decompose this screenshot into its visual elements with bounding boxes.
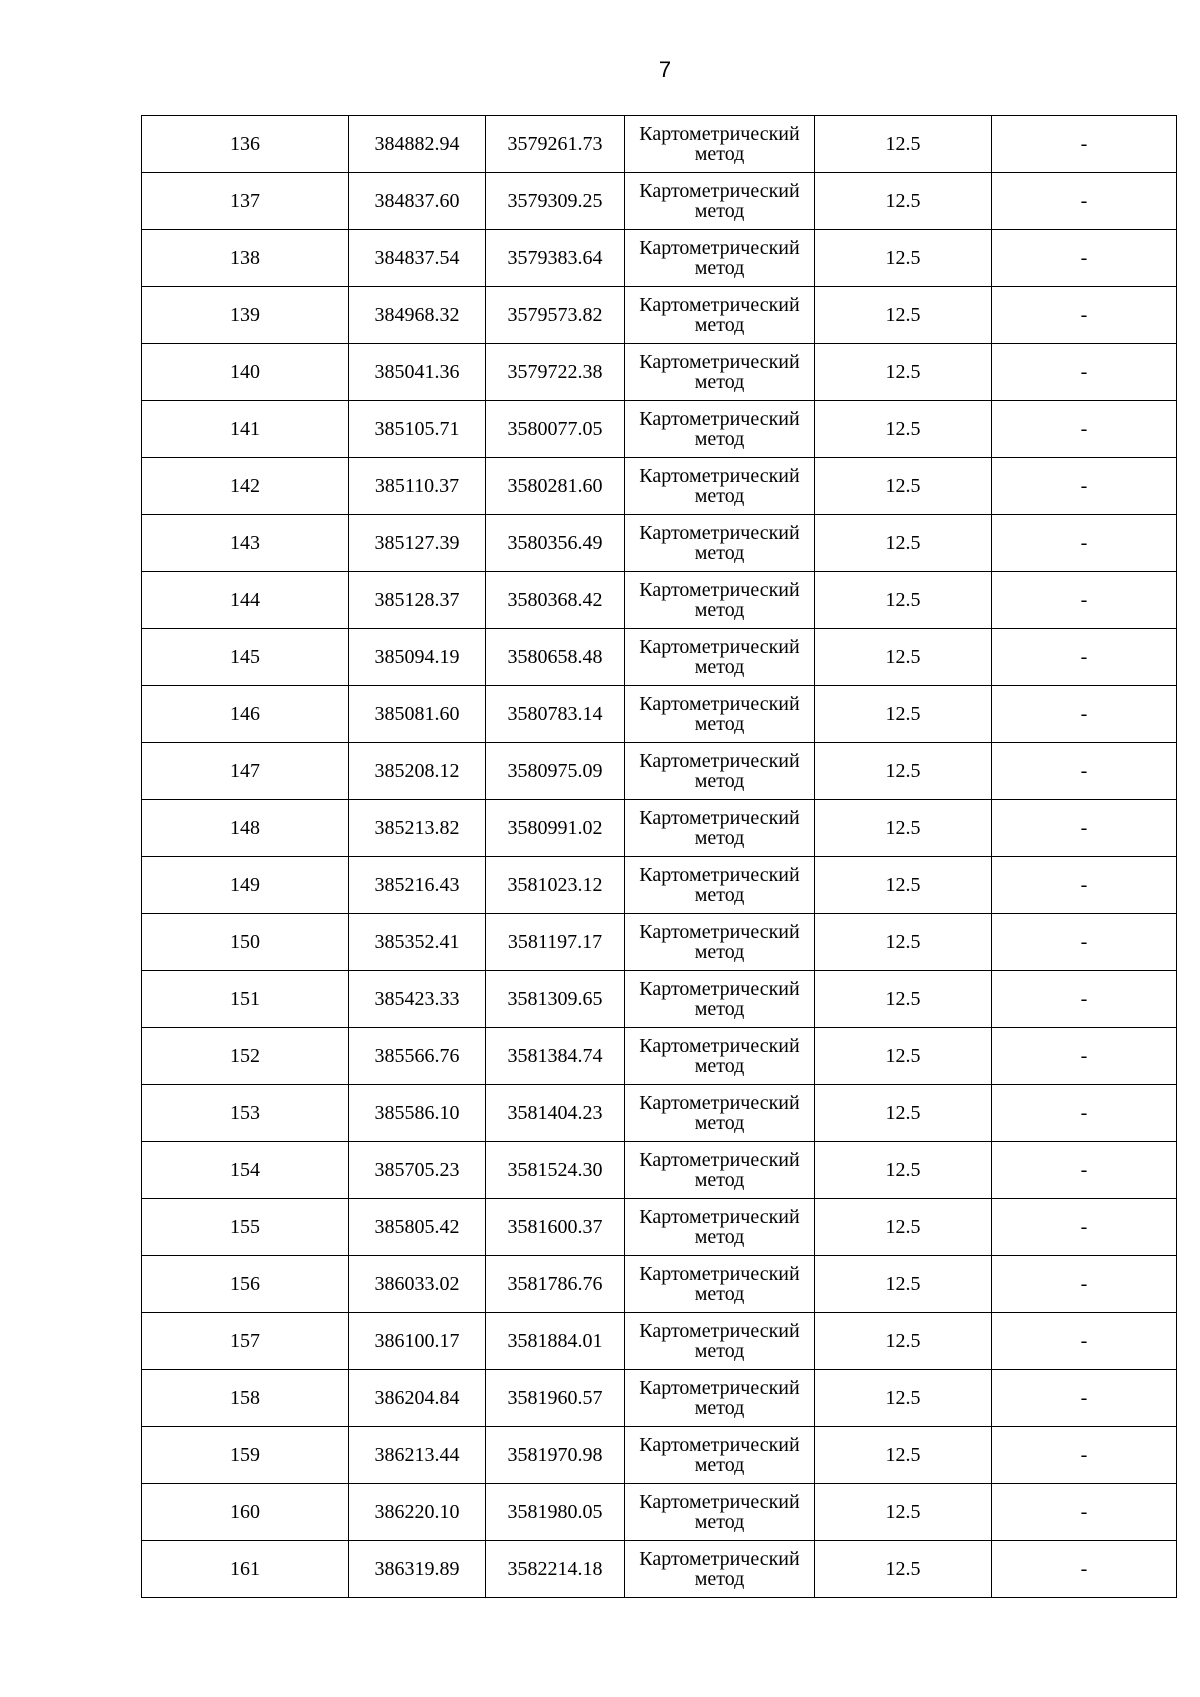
- description-cell: -: [992, 971, 1177, 1028]
- method-line-2: метод: [694, 143, 745, 165]
- y-coordinate-cell: 3581384.74: [486, 1028, 625, 1085]
- point-number-cell: 153: [142, 1085, 349, 1142]
- x-coordinate-cell: 385705.23: [349, 1142, 486, 1199]
- method-line-1: Картометрический: [639, 579, 800, 601]
- method-line-2: метод: [694, 998, 745, 1020]
- point-number-cell: 145: [142, 629, 349, 686]
- point-number-cell: 139: [142, 287, 349, 344]
- table-row: [142, 1427, 1177, 1484]
- coordinates-table: [141, 115, 1177, 1598]
- table-row: [142, 1313, 1177, 1370]
- method-line-2: метод: [694, 542, 745, 564]
- method-line-2: метод: [694, 827, 745, 849]
- method-line-1: Картометрический: [639, 1206, 800, 1228]
- method-line-1: Картометрический: [639, 123, 800, 145]
- method-line-1: Картометрический: [639, 1035, 800, 1057]
- y-coordinate-cell: 3581970.98: [486, 1427, 625, 1484]
- method-line-2: метод: [694, 1454, 745, 1476]
- method-line-2: метод: [694, 428, 745, 450]
- y-coordinate-cell: 3582214.18: [486, 1541, 625, 1598]
- point-number-cell: 154: [142, 1142, 349, 1199]
- method-cell: [625, 344, 815, 401]
- y-coordinate-cell: 3580658.48: [486, 629, 625, 686]
- y-coordinate-cell: 3581960.57: [486, 1370, 625, 1427]
- accuracy-cell: 12.5: [815, 629, 992, 686]
- table-body: [142, 116, 1177, 1598]
- method-cell: [625, 1256, 815, 1313]
- x-coordinate-cell: 386033.02: [349, 1256, 486, 1313]
- method-line-1: Картометрический: [639, 522, 800, 544]
- method-line-2: метод: [694, 1397, 745, 1419]
- accuracy-cell: 12.5: [815, 971, 992, 1028]
- x-coordinate-cell: 385208.12: [349, 743, 486, 800]
- table-row: [142, 1085, 1177, 1142]
- y-coordinate-cell: 3579383.64: [486, 230, 625, 287]
- accuracy-cell: 12.5: [815, 1541, 992, 1598]
- accuracy-cell: 12.5: [815, 914, 992, 971]
- method-line-2: метод: [694, 257, 745, 279]
- point-number-cell: 160: [142, 1484, 349, 1541]
- table-row: [142, 401, 1177, 458]
- method-cell: [625, 914, 815, 971]
- method-line-1: Картометрический: [639, 1491, 800, 1513]
- point-number-cell: 151: [142, 971, 349, 1028]
- method-line-2: метод: [694, 314, 745, 336]
- point-number-cell: 157: [142, 1313, 349, 1370]
- accuracy-cell: 12.5: [815, 800, 992, 857]
- method-cell: [625, 1370, 815, 1427]
- method-line-1: Картометрический: [639, 1263, 800, 1285]
- description-cell: -: [992, 515, 1177, 572]
- x-coordinate-cell: 385110.37: [349, 458, 486, 515]
- x-coordinate-cell: 386213.44: [349, 1427, 486, 1484]
- accuracy-cell: 12.5: [815, 857, 992, 914]
- table-row: [142, 572, 1177, 629]
- point-number-cell: 143: [142, 515, 349, 572]
- point-number-cell: 137: [142, 173, 349, 230]
- description-cell: -: [992, 1313, 1177, 1370]
- point-number-cell: 141: [142, 401, 349, 458]
- method-line-1: Картометрический: [639, 294, 800, 316]
- description-cell: -: [992, 1256, 1177, 1313]
- description-cell: -: [992, 1142, 1177, 1199]
- description-cell: -: [992, 401, 1177, 458]
- method-cell: [625, 173, 815, 230]
- x-coordinate-cell: 384882.94: [349, 116, 486, 173]
- table-row: [142, 1256, 1177, 1313]
- method-line-1: Картометрический: [639, 1320, 800, 1342]
- method-cell: [625, 971, 815, 1028]
- description-cell: -: [992, 173, 1177, 230]
- description-cell: -: [992, 1427, 1177, 1484]
- method-line-1: Картометрический: [639, 1434, 800, 1456]
- table-row: [142, 1199, 1177, 1256]
- accuracy-cell: 12.5: [815, 1028, 992, 1085]
- method-line-2: метод: [694, 1283, 745, 1305]
- table-row: [142, 458, 1177, 515]
- accuracy-cell: 12.5: [815, 173, 992, 230]
- method-line-2: метод: [694, 1226, 745, 1248]
- y-coordinate-cell: 3581980.05: [486, 1484, 625, 1541]
- method-line-1: Картометрический: [639, 1548, 800, 1570]
- x-coordinate-cell: 386204.84: [349, 1370, 486, 1427]
- method-line-1: Картометрический: [639, 636, 800, 658]
- description-cell: -: [992, 1199, 1177, 1256]
- x-coordinate-cell: 385423.33: [349, 971, 486, 1028]
- method-line-1: Картометрический: [639, 978, 800, 1000]
- description-cell: -: [992, 1370, 1177, 1427]
- y-coordinate-cell: 3579309.25: [486, 173, 625, 230]
- point-number-cell: 142: [142, 458, 349, 515]
- method-cell: [625, 800, 815, 857]
- method-line-1: Картометрический: [639, 693, 800, 715]
- method-cell: [625, 1541, 815, 1598]
- description-cell: -: [992, 800, 1177, 857]
- method-cell: [625, 287, 815, 344]
- method-line-2: метод: [694, 1511, 745, 1533]
- method-line-1: Картометрический: [639, 180, 800, 202]
- method-line-2: метод: [694, 656, 745, 678]
- x-coordinate-cell: 385352.41: [349, 914, 486, 971]
- y-coordinate-cell: 3580368.42: [486, 572, 625, 629]
- x-coordinate-cell: 385094.19: [349, 629, 486, 686]
- x-coordinate-cell: 384837.54: [349, 230, 486, 287]
- method-line-2: метод: [694, 713, 745, 735]
- point-number-cell: 155: [142, 1199, 349, 1256]
- method-line-1: Картометрический: [639, 351, 800, 373]
- method-cell: [625, 857, 815, 914]
- point-number-cell: 159: [142, 1427, 349, 1484]
- method-line-2: метод: [694, 485, 745, 507]
- y-coordinate-cell: 3580783.14: [486, 686, 625, 743]
- accuracy-cell: 12.5: [815, 116, 992, 173]
- method-line-1: Картометрический: [639, 1149, 800, 1171]
- description-cell: -: [992, 686, 1177, 743]
- y-coordinate-cell: 3581197.17: [486, 914, 625, 971]
- method-cell: [625, 1142, 815, 1199]
- description-cell: -: [992, 1085, 1177, 1142]
- method-line-2: метод: [694, 1112, 745, 1134]
- method-cell: [625, 116, 815, 173]
- point-number-cell: 144: [142, 572, 349, 629]
- table-row: [142, 116, 1177, 173]
- point-number-cell: 158: [142, 1370, 349, 1427]
- description-cell: -: [992, 572, 1177, 629]
- x-coordinate-cell: 384837.60: [349, 173, 486, 230]
- accuracy-cell: 12.5: [815, 230, 992, 287]
- x-coordinate-cell: 385081.60: [349, 686, 486, 743]
- description-cell: -: [992, 1541, 1177, 1598]
- accuracy-cell: 12.5: [815, 401, 992, 458]
- method-cell: [625, 629, 815, 686]
- table-row: [142, 914, 1177, 971]
- method-line-2: метод: [694, 941, 745, 963]
- method-line-1: Картометрический: [639, 408, 800, 430]
- method-cell: [625, 515, 815, 572]
- x-coordinate-cell: 384968.32: [349, 287, 486, 344]
- method-cell: [625, 1484, 815, 1541]
- method-line-2: метод: [694, 371, 745, 393]
- x-coordinate-cell: 385127.39: [349, 515, 486, 572]
- method-cell: [625, 1085, 815, 1142]
- point-number-cell: 136: [142, 116, 349, 173]
- table-row: [142, 1142, 1177, 1199]
- y-coordinate-cell: 3579573.82: [486, 287, 625, 344]
- x-coordinate-cell: 385128.37: [349, 572, 486, 629]
- description-cell: -: [992, 1028, 1177, 1085]
- accuracy-cell: 12.5: [815, 1199, 992, 1256]
- accuracy-cell: 12.5: [815, 1427, 992, 1484]
- y-coordinate-cell: 3581309.65: [486, 971, 625, 1028]
- description-cell: -: [992, 914, 1177, 971]
- method-line-2: метод: [694, 770, 745, 792]
- x-coordinate-cell: 386319.89: [349, 1541, 486, 1598]
- table-row: [142, 629, 1177, 686]
- y-coordinate-cell: 3580991.02: [486, 800, 625, 857]
- y-coordinate-cell: 3579261.73: [486, 116, 625, 173]
- description-cell: -: [992, 743, 1177, 800]
- accuracy-cell: 12.5: [815, 686, 992, 743]
- method-cell: [625, 1313, 815, 1370]
- method-line-2: метод: [694, 599, 745, 621]
- description-cell: -: [992, 230, 1177, 287]
- method-line-1: Картометрический: [639, 465, 800, 487]
- method-cell: [625, 743, 815, 800]
- description-cell: -: [992, 344, 1177, 401]
- description-cell: -: [992, 857, 1177, 914]
- x-coordinate-cell: 386100.17: [349, 1313, 486, 1370]
- y-coordinate-cell: 3581786.76: [486, 1256, 625, 1313]
- accuracy-cell: 12.5: [815, 287, 992, 344]
- accuracy-cell: 12.5: [815, 515, 992, 572]
- method-line-2: метод: [694, 1055, 745, 1077]
- accuracy-cell: 12.5: [815, 743, 992, 800]
- method-line-2: метод: [694, 884, 745, 906]
- method-line-2: метод: [694, 1568, 745, 1590]
- y-coordinate-cell: 3581884.01: [486, 1313, 625, 1370]
- method-cell: [625, 572, 815, 629]
- point-number-cell: 140: [142, 344, 349, 401]
- accuracy-cell: 12.5: [815, 1256, 992, 1313]
- method-line-2: метод: [694, 1169, 745, 1191]
- method-cell: [625, 1199, 815, 1256]
- accuracy-cell: 12.5: [815, 1313, 992, 1370]
- x-coordinate-cell: 385586.10: [349, 1085, 486, 1142]
- table-row: [142, 1484, 1177, 1541]
- table-row: [142, 1370, 1177, 1427]
- method-line-1: Картометрический: [639, 864, 800, 886]
- accuracy-cell: 12.5: [815, 458, 992, 515]
- method-cell: [625, 686, 815, 743]
- table-row: [142, 971, 1177, 1028]
- method-line-1: Картометрический: [639, 921, 800, 943]
- x-coordinate-cell: 385216.43: [349, 857, 486, 914]
- point-number-cell: 138: [142, 230, 349, 287]
- point-number-cell: 147: [142, 743, 349, 800]
- table-row: [142, 344, 1177, 401]
- table-row: [142, 800, 1177, 857]
- page-number: 7: [658, 57, 672, 82]
- accuracy-cell: 12.5: [815, 344, 992, 401]
- x-coordinate-cell: 386220.10: [349, 1484, 486, 1541]
- accuracy-cell: 12.5: [815, 1142, 992, 1199]
- method-cell: [625, 230, 815, 287]
- description-cell: -: [992, 287, 1177, 344]
- y-coordinate-cell: 3581524.30: [486, 1142, 625, 1199]
- table-row: [142, 173, 1177, 230]
- y-coordinate-cell: 3580281.60: [486, 458, 625, 515]
- x-coordinate-cell: 385105.71: [349, 401, 486, 458]
- method-line-1: Картометрический: [639, 807, 800, 829]
- accuracy-cell: 12.5: [815, 1370, 992, 1427]
- point-number-cell: 146: [142, 686, 349, 743]
- description-cell: -: [992, 1484, 1177, 1541]
- point-number-cell: 161: [142, 1541, 349, 1598]
- method-line-1: Картометрический: [639, 750, 800, 772]
- method-line-1: Картометрический: [639, 237, 800, 259]
- method-line-1: Картометрический: [639, 1092, 800, 1114]
- method-line-1: Картометрический: [639, 1377, 800, 1399]
- method-line-2: метод: [694, 1340, 745, 1362]
- point-number-cell: 148: [142, 800, 349, 857]
- method-line-2: метод: [694, 200, 745, 222]
- x-coordinate-cell: 385041.36: [349, 344, 486, 401]
- y-coordinate-cell: 3581404.23: [486, 1085, 625, 1142]
- accuracy-cell: 12.5: [815, 572, 992, 629]
- y-coordinate-cell: 3579722.38: [486, 344, 625, 401]
- y-coordinate-cell: 3580975.09: [486, 743, 625, 800]
- table-row: [142, 1541, 1177, 1598]
- x-coordinate-cell: 385213.82: [349, 800, 486, 857]
- point-number-cell: 156: [142, 1256, 349, 1313]
- description-cell: -: [992, 629, 1177, 686]
- description-cell: -: [992, 458, 1177, 515]
- point-number-cell: 152: [142, 1028, 349, 1085]
- method-cell: [625, 1427, 815, 1484]
- table-row: [142, 1028, 1177, 1085]
- method-cell: [625, 458, 815, 515]
- method-cell: [625, 1028, 815, 1085]
- point-number-cell: 149: [142, 857, 349, 914]
- table-row: [142, 857, 1177, 914]
- accuracy-cell: 12.5: [815, 1085, 992, 1142]
- point-number-cell: 150: [142, 914, 349, 971]
- description-cell: -: [992, 116, 1177, 173]
- table-row: [142, 743, 1177, 800]
- table-row: [142, 686, 1177, 743]
- y-coordinate-cell: 3581023.12: [486, 857, 625, 914]
- table-row: [142, 230, 1177, 287]
- y-coordinate-cell: 3580356.49: [486, 515, 625, 572]
- method-cell: [625, 401, 815, 458]
- y-coordinate-cell: 3580077.05: [486, 401, 625, 458]
- y-coordinate-cell: 3581600.37: [486, 1199, 625, 1256]
- table-row: [142, 287, 1177, 344]
- x-coordinate-cell: 385805.42: [349, 1199, 486, 1256]
- accuracy-cell: 12.5: [815, 1484, 992, 1541]
- x-coordinate-cell: 385566.76: [349, 1028, 486, 1085]
- table-row: [142, 515, 1177, 572]
